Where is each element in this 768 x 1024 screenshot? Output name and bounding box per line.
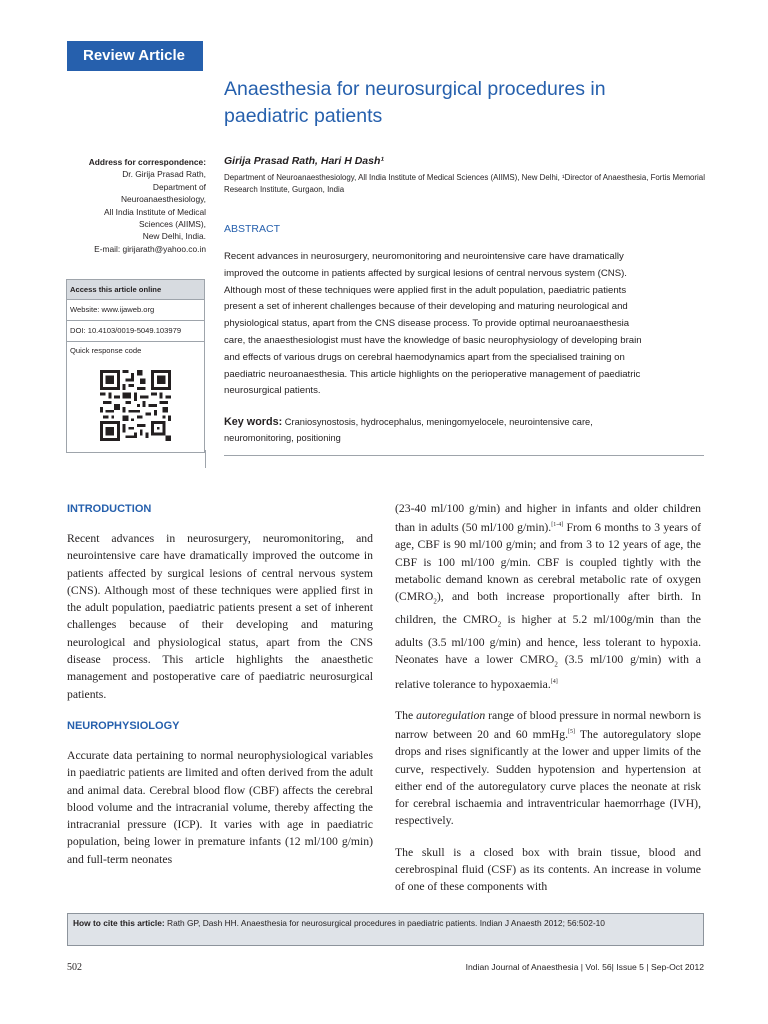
abstract-line: and effects of various drugs on cerebral haemodynamics apart from the specialised training on bbox=[224, 351, 625, 363]
correspondence-line: Sciences (AIIMS), bbox=[138, 219, 206, 230]
article-type-badge: Review Article bbox=[67, 41, 203, 71]
affiliation: Department of Neuroanaesthesiology, All India Institute of Medical Sciences (AIIMS), New Delhi, ¹Director of Anaesthesia, Fortis Memorial Research Institute, Gurgaon, India bbox=[224, 173, 705, 194]
abstract-line: present a set of inherent challenges because of their developing and maturing neurological and bbox=[224, 301, 628, 313]
doi-link[interactable]: DOI: 10.4103/0019-5049.103979 bbox=[67, 321, 204, 342]
how-to-cite-box bbox=[67, 913, 704, 946]
title-line-1: Anaesthesia for neurosurgical procedures in bbox=[224, 78, 606, 100]
correspondence-label: Address for correspondence: bbox=[88, 157, 206, 167]
correspondence-line: Dr. Girija Prasad Rath, bbox=[122, 169, 206, 180]
journal-footer: Indian Journal of Anaesthesia | Vol. 56| Issue 5 | Sep-Oct 2012 bbox=[465, 962, 704, 972]
correspondence-line: Neuroanaesthesiology, bbox=[120, 194, 206, 205]
keywords bbox=[224, 415, 704, 446]
abstract-line: neurosurgical patients. bbox=[224, 385, 321, 397]
keywords-label: Key words: bbox=[224, 416, 283, 428]
abstract-line: care, the anaesthesiologist must have the knowledge of basic neurophysiology of developing brain bbox=[224, 334, 642, 346]
abstract-heading: ABSTRACT bbox=[224, 223, 281, 235]
page-number: 502 bbox=[67, 962, 82, 973]
abstract-line: Although most of these techniques were applied first in the adult population, paediatric patients bbox=[224, 284, 627, 296]
citation-ref[interactable]: [5] bbox=[568, 729, 576, 736]
paragraph: Accurate data pertaining to normal neurophysiological variables in paediatric patients are limited and often derived from the adult and animal data. Cerebral blood flow (CBF) affects the cerebral blood volume and the intracranial volume, thereby affecting the intracranial pressure (ICP). It varies with age in paediatric population, being lower in premature infants (12 ml/100 g/min) and full-term neonates bbox=[67, 748, 373, 866]
article-title bbox=[224, 76, 704, 130]
correspondence-line: All India Institute of Medical bbox=[104, 206, 206, 217]
access-online-box bbox=[66, 279, 205, 453]
cite-text: Rath GP, Dash HH. Anaesthesia for neurosurgical procedures in paediatric patients. Indian J Anaesth 2012; 56:502-10 bbox=[164, 918, 605, 928]
cite-label: How to cite this article: bbox=[73, 918, 165, 928]
correspondence-line: Department of bbox=[152, 181, 206, 192]
keywords-line-1: Craniosynostosis, hydrocephalus, meningomyelocele, neurointensive care, bbox=[284, 417, 593, 427]
abstract-line: paediatric neuroanaesthesia. This article highlights on the perioperative management of paediatric bbox=[224, 368, 641, 380]
authors: Girija Prasad Rath, Hari H Dash¹ bbox=[224, 155, 384, 167]
citation-ref[interactable]: [4] bbox=[550, 678, 558, 685]
vertical-divider bbox=[205, 450, 206, 468]
citation-ref[interactable]: [1-4] bbox=[551, 522, 564, 529]
correspondence-email[interactable]: E-mail: girijarath@yahoo.co.in bbox=[94, 243, 206, 254]
body-column-left bbox=[67, 500, 373, 868]
paragraph: The autoregulation range of blood pressure in normal newborn is narrow between 20 and 60 mmHg.[5] The autoregulatory slope drops and rises significantly at the lower and upper limits of the curve, respectively. Sudden hypotension and hypertension at either end of the autoregulatory curve places the neonate at risk for cerebral ischaemia and intraventricular haemorrhage (IVH), respectively. bbox=[395, 708, 701, 828]
paragraph: (23-40 ml/100 g/min) and higher in infants and older children than in adults (50 ml/100 g/min).[1-4] From 6 months to 3 years of age, CBF is 90 ml/100 g/min; and from 3 to 12 years of age, the CBF is 100 ml/100 g/min. CBF is coupled tightly with the metabolic demand known as cerebral metabolic rate of oxygen $(CMRO_2)$, and both increase proportionally after birth. In children, the $CMRO_2$ is higher at 5.2 ml/100g/min than the adults (3.5 ml/100 g/min) and hence, less tolerant to hypoxia. Neonates have a lower $CMRO_2$ (3.5 ml/100 g/min) with a relative tolerance to hypoxaemia.[4] bbox=[395, 502, 701, 691]
abstract-line: improved the outcome in patients affected by surgical lesions of central nervous system (CNS). bbox=[224, 267, 627, 279]
abstract-line: physiological status, apart from the CNS disease process. To provide optimal neuroanaesthesia bbox=[224, 318, 630, 330]
section-heading-introduction: INTRODUCTION bbox=[67, 503, 152, 515]
body-column-right bbox=[395, 500, 701, 896]
abstract-divider bbox=[224, 455, 704, 456]
keywords-line-2: neuromonitoring, positioning bbox=[224, 432, 341, 443]
section-heading-neurophysiology: NEUROPHYSIOLOGY bbox=[67, 719, 180, 732]
abstract-text bbox=[224, 249, 704, 400]
correspondence-line: New Delhi, India. bbox=[142, 231, 206, 242]
paragraph: Recent advances in neurosurgery, neuromonitoring, and neurointensive care have dramatically improved the outcome in patients affected by surgical lesions of central nervous system (CNS). Although most of these techniques were applied first in the adult population, paediatric patients present a set of inherent challenges because of their developing and maturing neurological and physiological status, apart from the CNS disease process. This article highlights the anaesthetic management and postoperative care of paediatric neurosurgical patients. bbox=[67, 532, 373, 701]
website-link[interactable]: Website: www.ijaweb.org bbox=[67, 300, 204, 321]
paragraph: The skull is a closed box with brain tissue, blood and cerebrospinal fluid (CSF) as its contents. An increase in volume of one of these components with bbox=[395, 845, 701, 894]
abstract-line: Recent advances in neurosurgery, neuromonitoring and neurointensive care have dramatically bbox=[224, 251, 624, 262]
qr-label: Quick response code bbox=[70, 346, 142, 355]
access-header: Access this article online bbox=[67, 280, 204, 300]
qr-code-icon[interactable] bbox=[100, 370, 171, 441]
correspondence-block bbox=[56, 156, 206, 255]
title-line-2: paediatric patients bbox=[224, 105, 383, 127]
